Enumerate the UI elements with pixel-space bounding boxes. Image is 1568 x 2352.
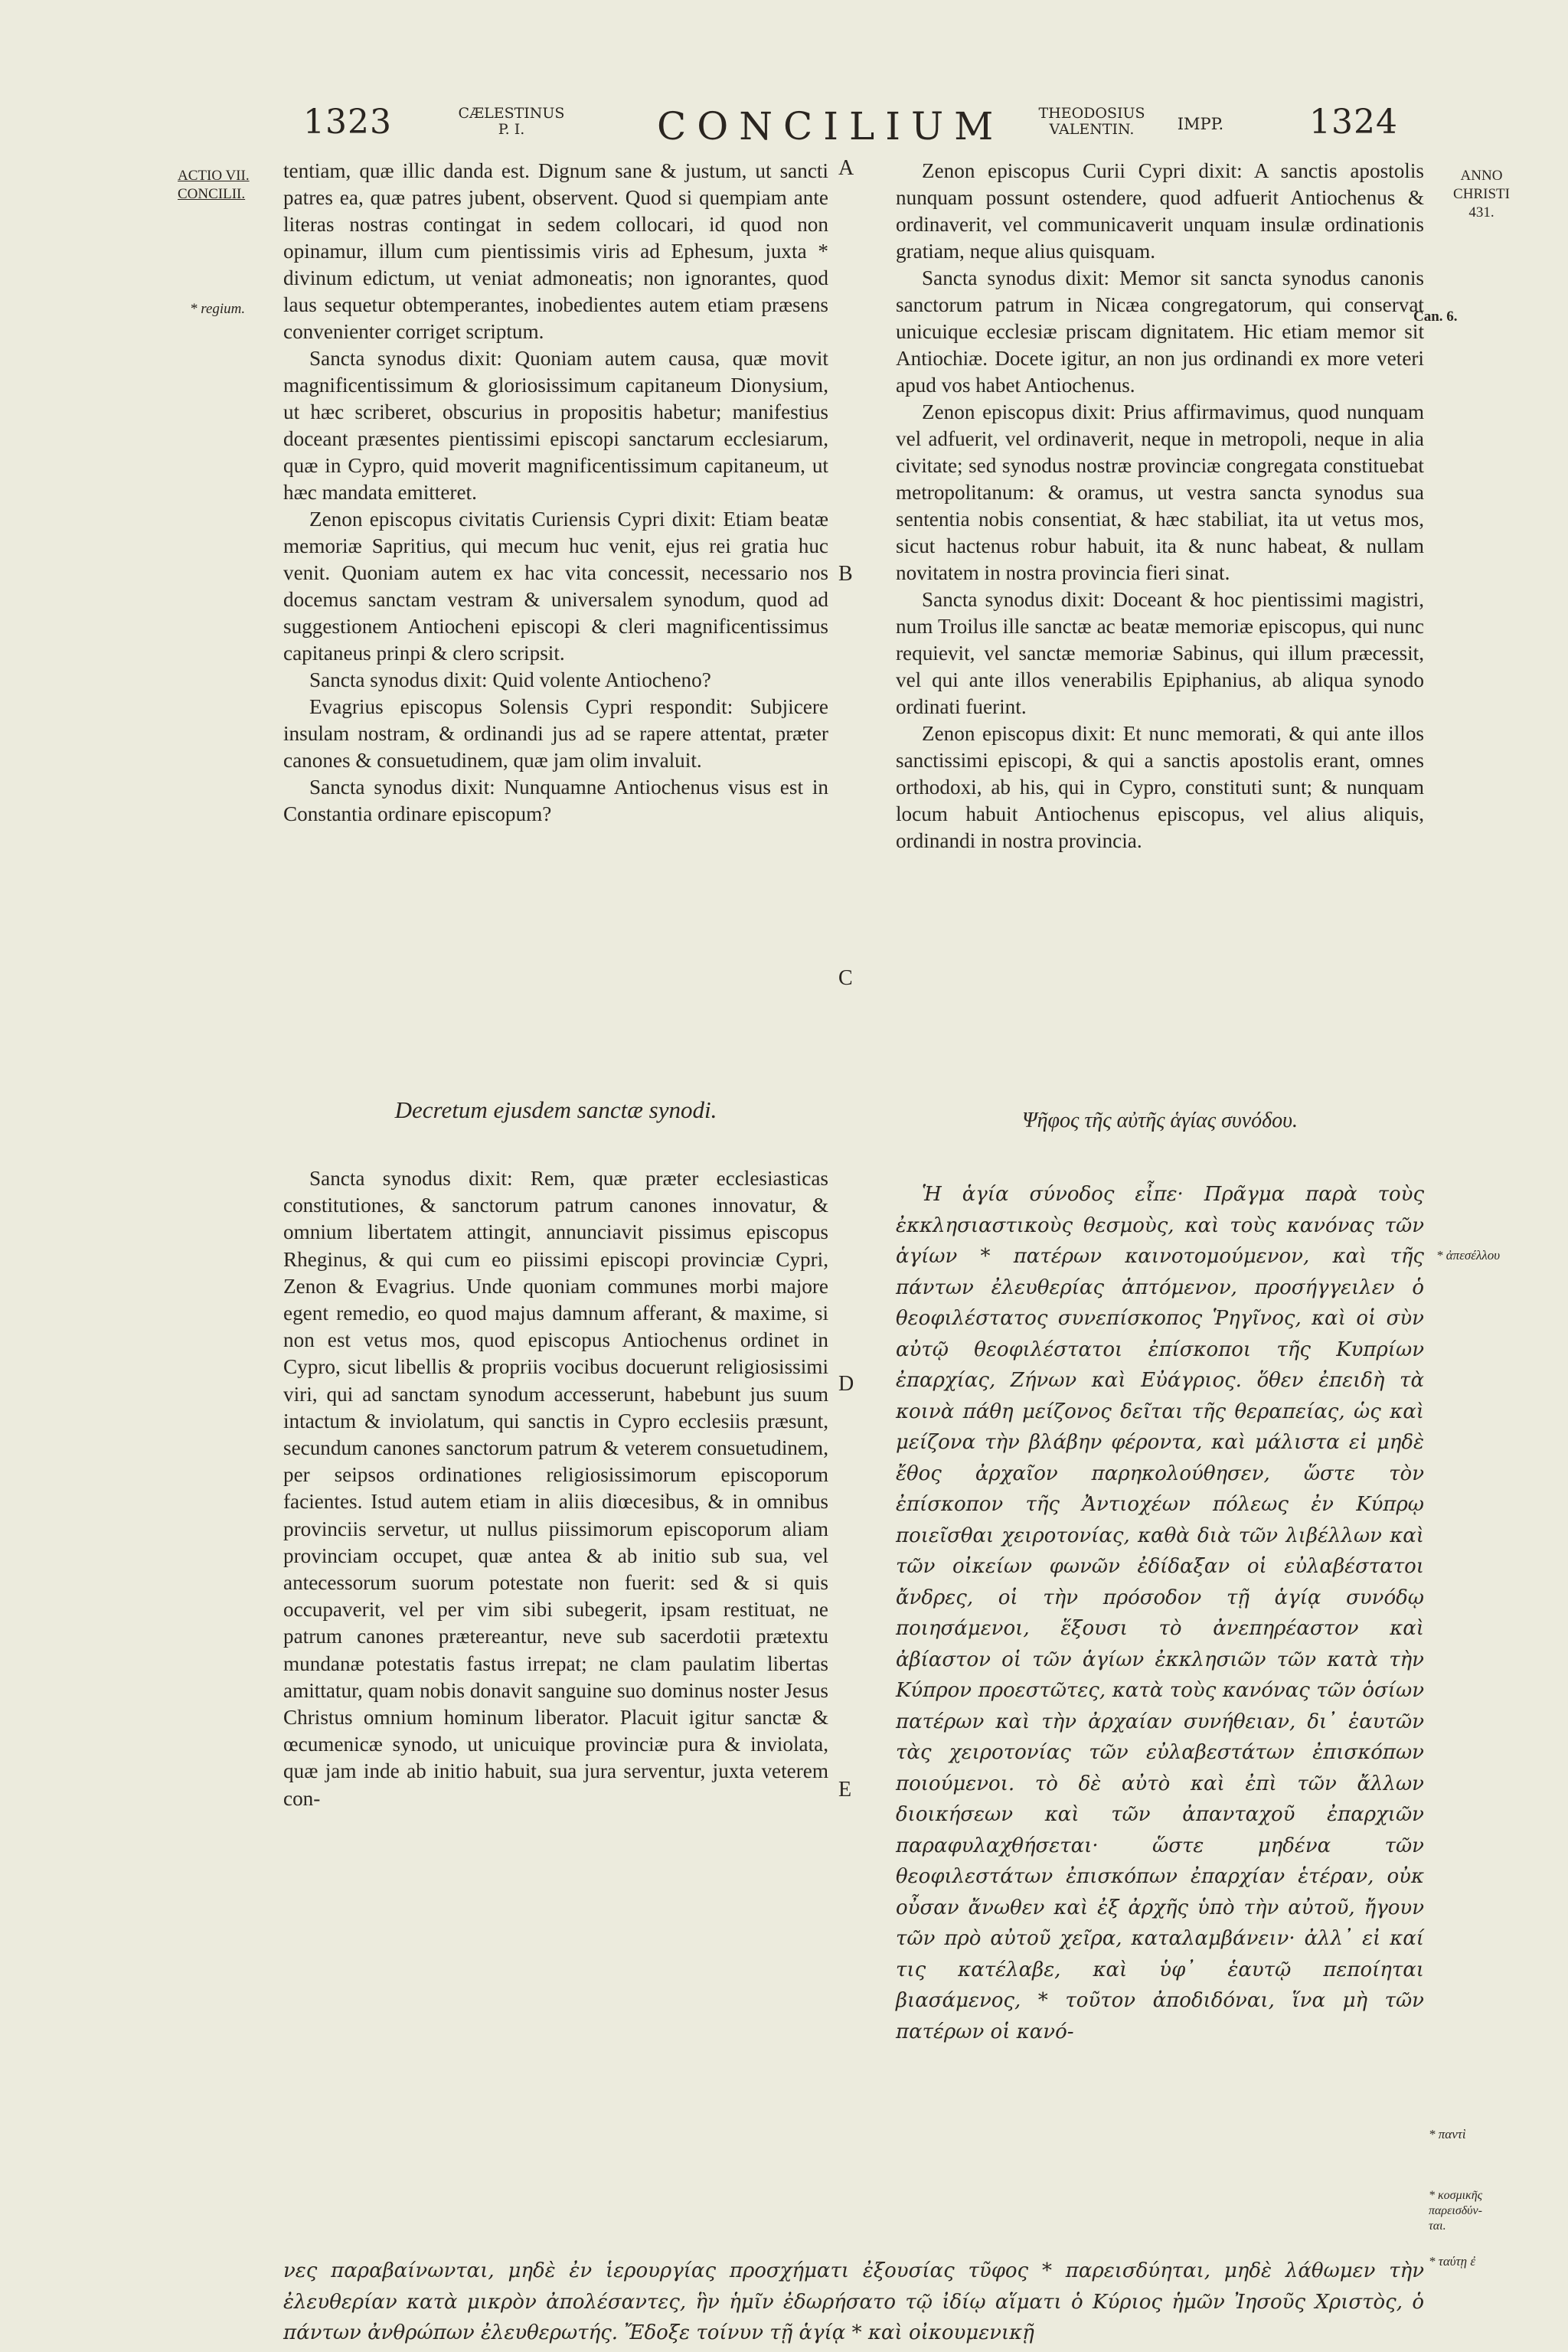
margin-note-e1: * παντὶ	[1429, 2127, 1466, 2141]
margin-note-e2: * κοσμικῆς παρεισδύν- ται.	[1429, 2189, 1483, 2233]
decree-greek-text: Ἡ ἁγία σύνοδος εἶπε· Πρᾶγμα παρὰ τοὺς ἐκκλησιαστικοὺς θεσμοὺς, καὶ τοὺς κανόνας τῶν ἁγίων * πατέρων καινοτομούμενον, καὶ τῆς πάντων ἐλευθερίας ἁπτόμενον, προσήγγειλεν ὁ θεοφιλέστατος συνεπίσκοπος Ῥηγῖνος, καὶ οἱ σὺν αὐτῷ θεοφιλέστατοι ἐπίσκοποι τῆς Κυπρίων ἐπαρχίας, Ζήνων καὶ Εὐάγριος. ὅθεν ἐπειδὴ τὰ κοινὰ πάθη μείζονος δεῖται τῆς θεραπείας, ὡς καὶ μείζονα τὴν βλάβην φέροντα, καὶ μάλιστα εἰ μηδὲ ἔθος ἀρχαῖον παρηκολούθησεν, ὥστε τὸν ἐπίσκοπον τῆς Ἀντιοχέων πόλεως ἐν Κύπρῳ ποιεῖσθαι χειροτονίας, καθὰ διὰ τῶν λιβέλλων καὶ τῶν οἰκείων φωνῶν ἐδίδαξαν οἱ εὐλαβέστατοι ἄνδρες, οἱ τὴν πρόσοδον τῇ ἁγίᾳ συνόδῳ ποιησάμενοι, ἕξουσι τὸ ἀνεπηρέαστον καὶ ἀβίαστον οἱ τῶν ἁγίων ἐκκλησιῶν τῶν κατὰ τὴν Κύπρον προεστῶτες, κατὰ τοὺς κανόνας τῶν ὁσίων πατέρων καὶ τὴν ἀρχαίαν συνήθειαν, δι᾽ ἑαυτῶν τὰς χειροτονίας τῶν εὐλαβεστάτων ἐπισκόπων ποιούμενοι. τὸ δὲ αὐτὸ καὶ ἐπὶ τῶν ἄλλων διοικήσεων καὶ τῶν ἀπανταχοῦ ἐπαρχιῶν παραφυλαχθήσεται· ὥστε μηδένα τῶν θεοφιλεστάτων ἐπισκόπων ἐπαρχίαν ἑτέραν, οὐκ οὖσαν ἄνωθεν καὶ ἐξ ἀρχῆς ὑπὸ τὴν αὐτοῦ, ἤγουν τῶν πρὸ αὐτοῦ χεῖρα, καταλαμβάνειν· ἀλλ᾽ εἰ καί τις κατέλαβε, καὶ ὑφ᾽ ἑαυτῷ πεποίηται βιασάμενος, * τοῦτον ἀποδιδόναι, ἵνα μὴ τῶν πατέρων οἱ κανό-	[896, 1183, 1424, 2043]
paragraph: Evagrius episcopus Solensis Cypri respondit: Subjicere insulam nostram, & ordinandi jus ad se rapere attentat, præter canones & consuetudinem, quæ jam olim invaluit.	[283, 695, 828, 772]
section-letter-d: D	[838, 1372, 854, 1396]
section-letter-b: B	[838, 562, 853, 586]
paragraph: Sancta synodus dixit: Nunquamne Antiochenus visus est in Constantia ordinare episcopum?	[283, 776, 828, 825]
paragraph: Zenon episcopus civitatis Curiensis Cypri dixit: Etiam beatæ memoriæ Sapritius, qui mecum huc venit, ejus rei gratia huc venit. Quoniam autem ex hac vita concessit, necessario nos docemus sanctam vestram & universalem synodum, quod ad suggestionem Antiocheni episcopi & cleri magnificentissimus capitaneus prinpi & clero scripsit.	[283, 508, 828, 665]
paragraph: Sancta synodus dixit: Memor sit sancta synodus canonis sanctorum patrum in Nicæa congregatorum, qui conservat unicuique ecclesiæ priscam dignitatem. Hic etiam memor sit Antiochiæ. Docete igitur, an non jus ordinandi ex more veteri apud vos habet Antiochenus.	[896, 266, 1424, 397]
section-letter-a: A	[838, 156, 854, 180]
decree-latin-heading: Decretum ejusdem sanctæ synodi.	[394, 1096, 717, 1123]
paragraph: Sancta synodus dixit: Quoniam autem causa, quæ movit magnificentissimum & gloriosissimum capitaneum Dionysium, ut hæc scriberet, obscurius in propositis habetur; manifestius doceant præsentes pientissimi episcopi sanctarum ecclesiarum, quæ in Cypro, quid moverit magnificentissimum capitaneum, ut hæc mandata emitteret.	[283, 347, 828, 504]
right-running-head: THEODOSIUS VALENTIN.	[1038, 105, 1145, 138]
decree-greek-heading: Ψῆφος τῆς αὐτῆς ἁγίας συνόδου.	[1021, 1109, 1298, 1132]
paragraph: tentiam, quæ illic danda est. Dignum sane & justum, ut sancti patres ea, quæ patres jubent, observent. Quod si quempiam ante literas nostras contingat in sedem collocari, id quod non opinamur, illum cum pientissimis viris ad Ephesum, juxta * divinum edictum, ut veniat admoneatis; non ignorantes, quod laus sequetur obtemperantes, inobedientes autem etiam præsens convenienter corriget scriptum.	[283, 159, 828, 343]
margin-note-e3: * ταύτῃ ἐ	[1429, 2254, 1476, 2269]
right-page-number: 1324	[1309, 103, 1398, 142]
margin-regium: * regium.	[190, 301, 246, 317]
left-page-number: 1323	[303, 103, 392, 142]
margin-note-d: * ἀπεσέλλου	[1436, 1248, 1500, 1263]
right-column	[896, 158, 1424, 854]
paragraph: Zenon episcopus dixit: Et nunc memorati, & qui ante illos sanctissimi episcopi, & qui a sanctis apostolis erant, omnes orthodoxi, ab his, qui in Cypro, constituti sunt; & nunquam locum habuit Antiochenus episcopus, vel alius aliquis, ordinandi in nostra provincia.	[896, 722, 1424, 852]
left-column	[283, 158, 828, 828]
paragraph: Zenon episcopus dixit: Prius affirmavimus, quod nunquam vel adfuerit, vel ordinaverit, neque in metropoli, neque in alia civitate; sed synodus nostræ provinciæ congregata constituebat metropolitanum: & oramus, ut vestra sancta synodus sua sententia nobis consentiat, & hæc stabiliat, ita ut vetus mos, sicut hactenus robur habuit, ita & nunc habeat, & nullam novitatem in nostra provincia fieri sinat.	[896, 400, 1424, 584]
margin-actio: ACTIO VII. CONCILII.	[178, 168, 250, 202]
right-running-suffix: IMPP.	[1177, 115, 1224, 133]
section-letter-c: C	[838, 966, 853, 990]
decree-latin-text: Sancta synodus dixit: Rem, quæ præter ecclesiasticas constitutiones, & sanctorum patrum canones innovatur, & omnium libertatem attingit, annunciavit pissimus episcopus Rheginus, & qui cum eo piissimi episcopi provinciæ Cypri, Zenon & Evagrius. Unde quoniam communes morbi majore egent remedio, eo quod majus damnum afferant, & maxime, si non est vetus mos, quod episcopus Antiochenus ordinet in Cypro, sicut libellis & propriis vocibus docuerunt religiosissimi viri, qui ad sanctam synodum accesserunt, habebunt jus suum intactum & inviolatum, qui sanctis in Cypro ecclesiis præsunt, secundum canones sanctorum patrum & veterem consuetudinem, per seipsos ordinationes religiosissimorum episcoporum facientes. Istud autem etiam in aliis diœcesibus, & in omnibus provinciis servetur, ut nullus piissimorum episcoporum aliam provinciam occupet, quæ antea & ab initio sub sua, vel antecessorum suorum potestate non fuerit: sed & si quis occupaverit, vel per vim sibi subegerit, ipsam restituat, ne patrum canones prætereantur, neve sub sacerdotii prætextu mundanæ potestatis fastus irrepat; ne clam paulatim libertas amittatur, quam nobis donavit sanguine suo dominus noster Jesus Christus omnium hominum liberator. Placuit igitur sanctæ & œcumenicæ synodo, ut unicuique provinciæ pura & inviolata, quæ jam inde ab initio habuit, sua jura serventur, juxta veterem con-	[283, 1167, 828, 1810]
paragraph: Sancta synodus dixit: Doceant & hoc pientissimi magistri, num Troilus ille sanctæ ac beatæ memoriæ episcopus, qui nunc requievit, vel sanctæ memoriæ Sabinus, qui illum præcessit, vel qui ante illos venerabilis Epiphanius, ab aliqua synodo ordinati fuerint.	[896, 588, 1424, 718]
margin-canon: Can. 6.	[1413, 309, 1458, 325]
page-title: CONCILIUM	[657, 104, 1004, 149]
section-letter-e: E	[838, 1778, 852, 1802]
paragraph: Sancta synodus dixit: Quid volente Antiocheno?	[309, 668, 711, 691]
margin-anno: ANNO CHRISTI 431.	[1453, 168, 1510, 220]
paragraph: Zenon episcopus Curii Cypri dixit: A sanctis apostolis nunquam possunt ostendere, quod adfuerit Antiochenus & ordinaverit, vel communicaverit unquam insulæ ordinationis gratiam, neque alius quisquam.	[896, 159, 1424, 263]
decree-greek-continuation: νες παραβαίνωνται, μηδὲ ἐν ἱερουργίας προσχήματι ἐξουσίας τῦφος * παρεισδύηται, μηδὲ λάθωμεν τὴν ἐλευθερίαν κατὰ μικρὸν ἀπολέσαντες, ἣν ἡμῖν ἐδωρήσατο τῷ ἰδίῳ αἵματι ὁ Κύριος ἡμῶν Ἰησοῦς Χριστὸς, ὁ πάντων ἀνθρώπων ἐλευθερωτής. Ἔδοξε τοίνυν τῇ ἁγίᾳ * καὶ οἰκουμενικῇ	[283, 2259, 1424, 2344]
left-running-head: CÆLESTINUS P. I.	[458, 105, 565, 138]
